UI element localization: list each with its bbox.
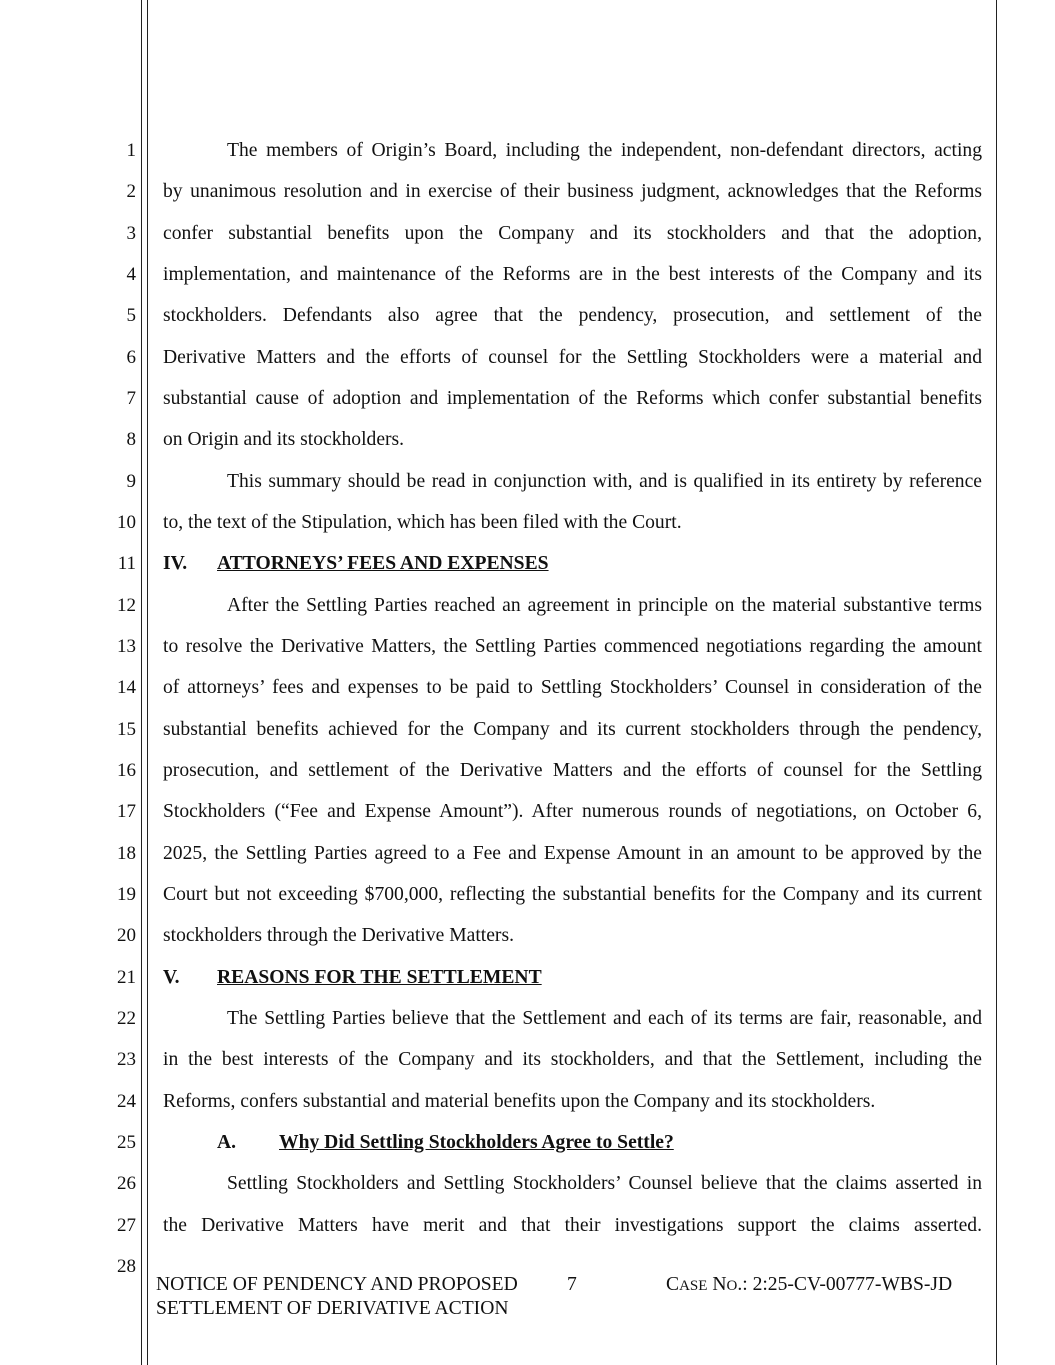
footer-case-number: [666, 1273, 952, 1298]
line-number: 7: [126, 388, 136, 409]
line-number: 16: [117, 760, 136, 781]
line-number: 24: [117, 1091, 136, 1112]
body-line: substantial benefits achieved for the Company and its current stockholders through the pendency,: [163, 719, 982, 740]
body-line: of attorneys’ fees and expenses to be paid to Settling Stockholders’ Counsel in consideration of the: [163, 677, 982, 698]
line-number: 15: [117, 719, 136, 740]
body-line: substantial cause of adoption and implementation of the Reforms which confer substantial benefits: [163, 388, 982, 409]
line-number: 6: [126, 347, 136, 368]
body-line: 2025, the Settling Parties agreed to a Fee and Expense Amount in an amount to be approved by the: [163, 843, 982, 864]
subsection-number: A.: [217, 1132, 237, 1153]
body-line: The members of Origin’s Board, including the independent, non-defendant directors, acting: [227, 140, 982, 161]
subsection-heading-text: Why Did Settling Stockholders Agree to Settle?: [279, 1132, 674, 1153]
body-line: Settling Stockholders and Settling Stockholders’ Counsel believe that the claims asserted in: [227, 1173, 982, 1194]
line-number: 22: [117, 1008, 136, 1029]
body-line: stockholders. Defendants also agree that the pendency, prosecution, and settlement of the: [163, 305, 982, 326]
line-number: 20: [117, 925, 136, 946]
footer-title-line-1: NOTICE OF PENDENCY AND PROPOSED: [156, 1274, 518, 1295]
body-line: Derivative Matters and the efforts of counsel for the Settling Stockholders were a material and: [163, 347, 982, 368]
body-line: the Derivative Matters have merit and that their investigations support the claims asserted.: [163, 1215, 982, 1236]
line-number: 19: [117, 884, 136, 905]
body-line: This summary should be read in conjunction with, and is qualified in its entirety by reference: [227, 471, 982, 492]
case-label-c: C: [666, 1274, 680, 1295]
body-line: The Settling Parties believe that the Settlement and each of its terms are fair, reasonable, and: [227, 1008, 982, 1029]
section-heading-text: REASONS FOR THE SETTLEMENT: [217, 967, 542, 988]
line-number: 1: [126, 140, 136, 161]
footer-title-line-2: SETTLEMENT OF DERIVATIVE ACTION: [156, 1298, 509, 1319]
line-number: 11: [117, 553, 136, 574]
line-number: 2: [126, 181, 136, 202]
left-margin-rule-outer: [141, 0, 142, 1365]
body-line: to resolve the Derivative Matters, the Settling Parties commenced negotiations regarding the amount: [163, 636, 982, 657]
section-number: IV.: [163, 553, 188, 574]
line-number: 9: [126, 471, 136, 492]
case-label-o: O: [726, 1278, 738, 1294]
body-line: Reforms, confers substantial and material benefits upon the Company and its stockholders.: [163, 1091, 876, 1112]
case-number-value: .: 2:25-CV-00777-WBS-JD: [737, 1274, 953, 1295]
line-number: 4: [126, 264, 136, 285]
line-number: 26: [117, 1173, 136, 1194]
section-number: V.: [163, 967, 180, 988]
subsection-heading: [279, 1131, 674, 1155]
line-number: 25: [117, 1132, 136, 1153]
section-heading: [217, 552, 549, 576]
line-number: 17: [117, 801, 136, 822]
body-line: stockholders through the Derivative Matters.: [163, 925, 514, 946]
footer-page-number: 7: [567, 1274, 577, 1295]
section-heading-text: ATTORNEYS’ FEES AND EXPENSES: [217, 553, 549, 574]
line-number: 27: [117, 1215, 136, 1236]
body-line: by unanimous resolution and in exercise of their business judgment, acknowledges that the Reforms: [163, 181, 982, 202]
body-line: to, the text of the Stipulation, which has been filed with the Court.: [163, 512, 682, 533]
line-number: 8: [126, 429, 136, 450]
right-margin-rule: [996, 0, 997, 1365]
line-number: 14: [117, 677, 136, 698]
line-number: 12: [117, 595, 136, 616]
line-number: 18: [117, 843, 136, 864]
body-line: Court but not exceeding $700,000, reflecting the substantial benefits for the Company and its current: [163, 884, 982, 905]
body-line: in the best interests of the Company and its stockholders, and that the Settlement, including the: [163, 1049, 982, 1070]
line-number: 5: [126, 305, 136, 326]
body-line: on Origin and its stockholders.: [163, 429, 405, 450]
line-number: 13: [117, 636, 136, 657]
section-heading: [217, 966, 542, 990]
line-number: 3: [126, 223, 136, 244]
line-number: 23: [117, 1049, 136, 1070]
body-line: confer substantial benefits upon the Company and its stockholders and that the adoption,: [163, 223, 982, 244]
line-number: 28: [117, 1256, 136, 1277]
case-label-ase: ASE: [679, 1278, 708, 1294]
body-line: Stockholders (“Fee and Expense Amount”). After numerous rounds of negotiations, on October 6,: [163, 801, 982, 822]
body-line: After the Settling Parties reached an agreement in principle on the material substantive terms: [227, 595, 982, 616]
body-line: implementation, and maintenance of the Reforms are in the best interests of the Company and its: [163, 264, 982, 285]
body-line: prosecution, and settlement of the Derivative Matters and the efforts of counsel for the Settling: [163, 760, 982, 781]
left-margin-rule-inner: [147, 0, 148, 1365]
case-label-n: N: [707, 1274, 727, 1295]
line-number: 21: [117, 967, 136, 988]
line-number: 10: [117, 512, 136, 533]
